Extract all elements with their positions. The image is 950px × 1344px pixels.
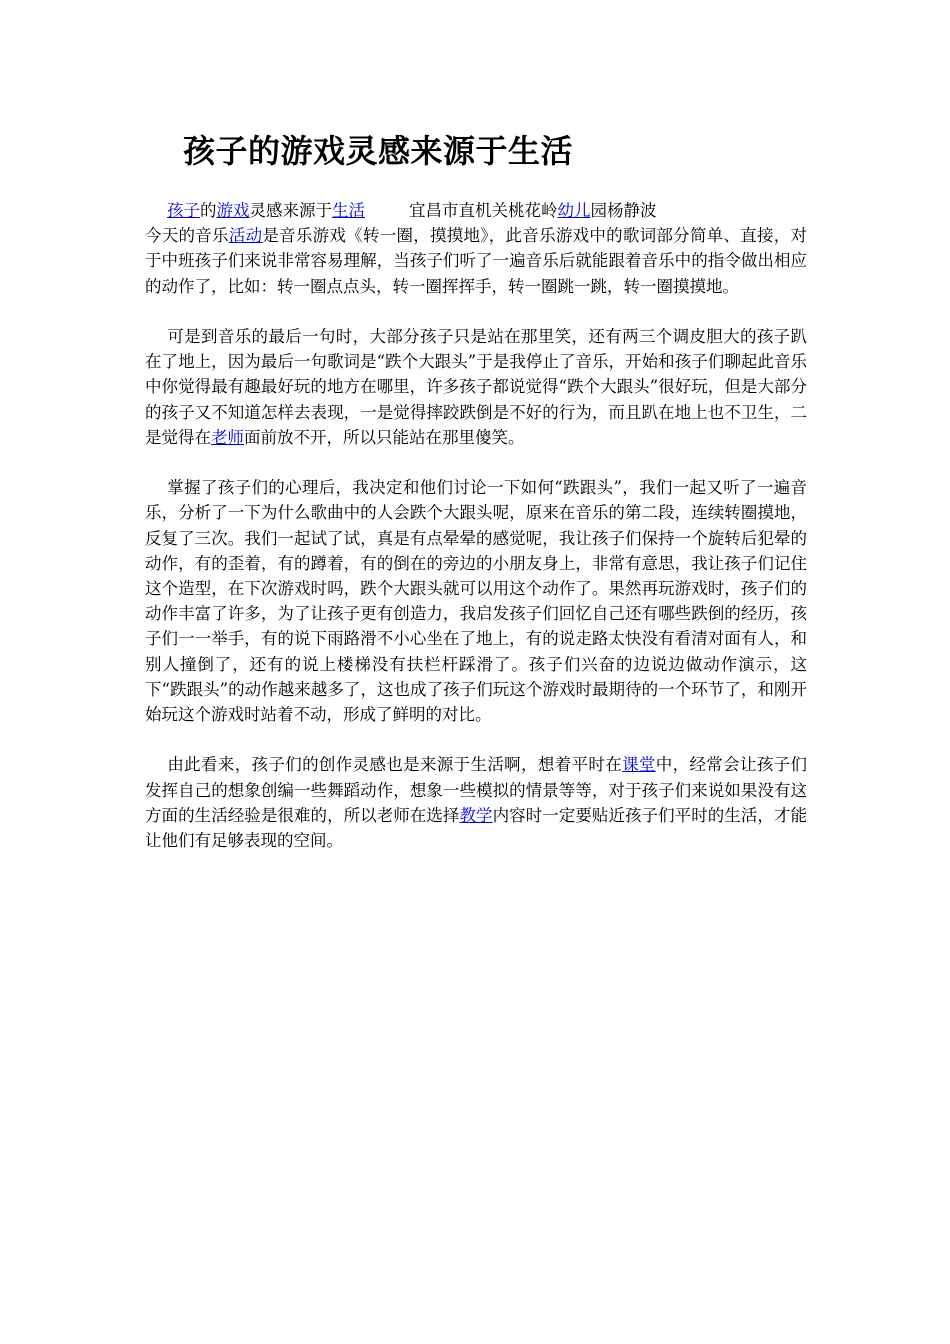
keyword-link-life[interactable]: 生活 [332, 201, 365, 220]
keyword-link-activity[interactable]: 活动 [228, 226, 263, 246]
paragraph-text: 今天的音乐 [145, 226, 229, 246]
byline-text: 灵感来源于 [249, 201, 332, 220]
paragraph-text: 中，经常会让孩子们发挥自己的想象创编一些舞蹈动作，想象一些模拟的情景等等，对于孩子们来说如果没有这方面的生活经验是很难的，所以老师在选择 [145, 755, 808, 825]
paragraph-text: 内容时一定要贴近孩子们平时的生活，才能让他们有足够表现的空间。 [145, 805, 808, 851]
keyword-link-teacher[interactable]: 老师 [211, 427, 244, 447]
paragraph-2 [145, 324, 807, 450]
keyword-link-teaching[interactable]: 教学 [459, 805, 493, 825]
byline-author-name: 园杨静波 [590, 201, 657, 220]
paragraph-text: 由此看来，孩子们的创作灵感也是来源于生活啊，想着平时在 [167, 755, 623, 775]
article-body [145, 198, 807, 878]
byline-author-org: 宜昌市直机关桃花岭 [409, 201, 558, 220]
paragraph-3 [145, 475, 807, 727]
paragraph-text: 可是到音乐的最后一句时，大部分孩子只是站在那里笑，还有两三个调皮胆大的孩子趴在了地上，因为最后一句歌词是“跌个大跟头”于是我停止了音乐，开始和孩子们聊起此音乐中你觉得最有趣最好玩的地方在哪里，许多孩子都说觉得“跌个大跟头”很好玩，但是大部分的孩子又不知道怎样去表现，一是觉得摔跤跌倒是不好的行为，而且趴在地上也不卫生，二是觉得在 [145, 327, 807, 447]
paragraph-text: 面前放不开，所以只能站在那里傻笑。 [244, 427, 525, 447]
paragraph-4 [145, 752, 807, 853]
paragraph-1 [145, 223, 807, 299]
keyword-link-child[interactable]: 孩子 [167, 201, 200, 220]
page-title: 孩子的游戏灵感来源于生活 [183, 132, 574, 170]
keyword-link-classroom[interactable]: 课堂 [622, 755, 656, 775]
byline-text: 的 [200, 201, 217, 220]
keyword-link-game[interactable]: 游戏 [216, 201, 250, 220]
paragraph-text: 掌握了孩子们的心理后，我决定和他们讨论一下如何“跌跟头”，我们一起又听了一遍音乐，分析了一下为什么歌曲中的人会跌个大跟头呢，原来在音乐的第二段，连续转圈摸地，反复了三次。我们一起试了试，真是有点晕晕的感觉呢，我让孩子们保持一个旋转后犯晕的动作，有的歪着，有的蹲着，有的倒在的旁边的小朋友身上，非常有意思，我让孩子们记住这个造型，在下次游戏时吗，跌个大跟头就可以用这个动作了。果然再玩游戏时，孩子们的动作丰富了许多，为了让孩子更有创造力，我启发孩子们回忆自己还有哪些跌倒的经历，孩子们一一举手，有的说下雨路滑不小心坐在了地上，有的说走路太快没有看清对面有人，和别人撞倒了，还有的说上楼梯没有扶栏杆踩滑了。孩子们兴奋的边说边做动作演示，这下“跌跟头”的动作越来越多了，这也成了孩子们玩这个游戏时最期待的一个环节了，和刚开始玩这个游戏时站着不动，形成了鲜明的对比。 [145, 478, 807, 725]
paragraph-text: 是音乐游戏《转一圈，摸摸地》，此音乐游戏中的歌词部分简单、直接，对于中班孩子们来说非常容易理解，当孩子们听了一遍音乐后就能跟着音乐中的指令做出相应的动作了，比如：转一圈点点头，转一圈挥挥手，转一圈跳一跳，转一圈摸摸地。 [145, 226, 808, 296]
byline-line [145, 198, 807, 223]
keyword-link-kindergarten[interactable]: 幼儿 [557, 201, 591, 220]
